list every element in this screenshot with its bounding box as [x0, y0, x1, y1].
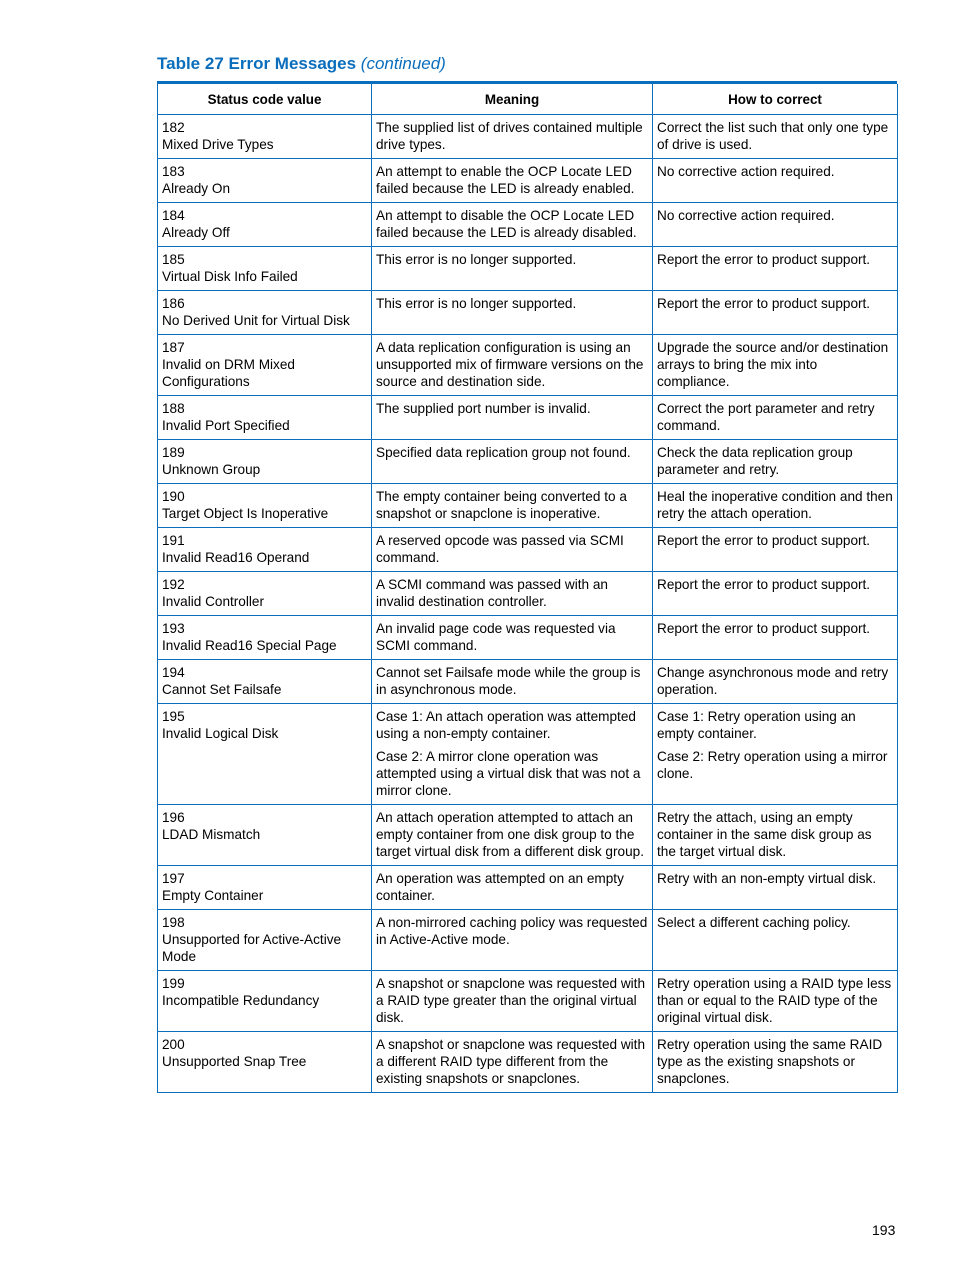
table-row	[158, 660, 898, 704]
status-code-name: No Derived Unit for Virtual Disk	[162, 313, 350, 328]
meaning-cell	[372, 805, 653, 866]
table-title: Table 27 Error Messages	[157, 54, 357, 73]
status-code-name: Already On	[162, 181, 231, 196]
status-code-cell	[158, 616, 372, 660]
meaning-text: An attempt to disable the OCP Locate LED failed because the LED is already disabled.	[376, 208, 637, 240]
table-row	[158, 247, 898, 291]
meaning-text: A reserved opcode was passed via SCMI command.	[376, 533, 624, 565]
how-to-correct-text: Upgrade the source and/or destination arrays to bring the mix into compliance.	[657, 340, 889, 389]
meaning-cell	[372, 528, 653, 572]
table-row	[158, 440, 898, 484]
status-code-cell	[158, 805, 372, 866]
status-code-name: Target Object Is Inoperative	[162, 506, 329, 521]
meaning-cell	[372, 910, 653, 971]
status-code-value: 192	[162, 577, 185, 592]
meaning-cell	[372, 335, 653, 396]
how-to-correct-cell	[653, 203, 898, 247]
how-to-correct-cell	[653, 484, 898, 528]
how-to-correct-text: Case 1: Retry operation using an empty container.	[657, 709, 856, 741]
meaning-cell	[372, 440, 653, 484]
status-code-name: Invalid Read16 Special Page	[162, 638, 337, 653]
how-to-correct-text: Retry operation using the same RAID type as the existing snapshots or snapclones.	[657, 1037, 883, 1086]
table-row	[158, 159, 898, 203]
header-status-code: Status code value	[158, 84, 372, 115]
meaning-text: Case 1: An attach operation was attempted using a non-empty container.	[376, 709, 636, 741]
meaning-text: The supplied port number is invalid.	[376, 401, 591, 416]
status-code-cell	[158, 660, 372, 704]
how-to-correct-cell	[653, 396, 898, 440]
table-header-row	[158, 84, 898, 115]
status-code-value: 184	[162, 208, 185, 223]
how-to-correct-cell	[653, 616, 898, 660]
how-to-correct-cell	[653, 1032, 898, 1093]
meaning-text: A snapshot or snapclone was requested with a different RAID type different from the existing snapshots or snapclones.	[376, 1037, 646, 1086]
table-caption	[157, 54, 446, 74]
how-to-correct-text: Retry with an non-empty virtual disk.	[657, 871, 877, 886]
how-to-correct-cell	[653, 159, 898, 203]
status-code-value: 199	[162, 976, 185, 991]
table-row	[158, 484, 898, 528]
status-code-name: Invalid Read16 Operand	[162, 550, 310, 565]
how-to-correct-text: No corrective action required.	[657, 208, 835, 223]
status-code-cell	[158, 115, 372, 159]
status-code-value: 185	[162, 252, 185, 267]
how-to-correct-cell	[653, 866, 898, 910]
status-code-cell	[158, 572, 372, 616]
meaning-text: Case 2: A mirror clone operation was attempted using a virtual disk that was not a mirror clone.	[376, 749, 641, 798]
header-meaning: Meaning	[372, 84, 653, 115]
status-code-value: 197	[162, 871, 185, 886]
status-code-name: Invalid Port Specified	[162, 418, 290, 433]
status-code-value: 183	[162, 164, 185, 179]
how-to-correct-text: Check the data replication group parameter and retry.	[657, 445, 853, 477]
status-code-cell	[158, 704, 372, 805]
page-number: 193	[872, 1222, 896, 1238]
status-code-value: 196	[162, 810, 185, 825]
how-to-correct-cell	[653, 247, 898, 291]
table-row	[158, 203, 898, 247]
status-code-cell	[158, 910, 372, 971]
how-to-correct-cell	[653, 115, 898, 159]
how-to-correct-text: Select a different caching policy.	[657, 915, 851, 930]
status-code-name: Invalid Logical Disk	[162, 726, 279, 741]
how-to-correct-text: Report the error to product support.	[657, 252, 871, 267]
meaning-cell	[372, 616, 653, 660]
how-to-correct-cell	[653, 291, 898, 335]
meaning-text: A SCMI command was passed with an invalid destination controller.	[376, 577, 608, 609]
table-row	[158, 805, 898, 866]
meaning-cell	[372, 484, 653, 528]
how-to-correct-cell	[653, 335, 898, 396]
status-code-cell	[158, 396, 372, 440]
table-row	[158, 396, 898, 440]
how-to-correct-cell	[653, 805, 898, 866]
meaning-cell	[372, 291, 653, 335]
status-code-value: 188	[162, 401, 185, 416]
status-code-cell	[158, 159, 372, 203]
meaning-text: This error is no longer supported.	[376, 296, 577, 311]
status-code-cell	[158, 247, 372, 291]
how-to-correct-text: Correct the port parameter and retry command.	[657, 401, 875, 433]
table-row	[158, 528, 898, 572]
how-to-correct-cell	[653, 660, 898, 704]
meaning-cell	[372, 396, 653, 440]
status-code-name: Already Off	[162, 225, 230, 240]
how-to-correct-text: Case 2: Retry operation using a mirror clone.	[657, 749, 888, 781]
how-to-correct-text: Heal the inoperative condition and then retry the attach operation.	[657, 489, 893, 521]
meaning-text: Specified data replication group not found.	[376, 445, 631, 460]
error-messages-table	[157, 84, 898, 1093]
status-code-name: Mixed Drive Types	[162, 137, 274, 152]
how-to-correct-text: Retry operation using a RAID type less than or equal to the RAID type of the original virtual disk.	[657, 976, 892, 1025]
how-to-correct-cell	[653, 572, 898, 616]
meaning-text: An attempt to enable the OCP Locate LED failed because the LED is already enabled.	[376, 164, 635, 196]
status-code-cell	[158, 866, 372, 910]
how-to-correct-text: Correct the list such that only one type of drive is used.	[657, 120, 889, 152]
table-row	[158, 616, 898, 660]
how-to-correct-cell	[653, 704, 898, 805]
status-code-cell	[158, 440, 372, 484]
how-to-correct-text: No corrective action required.	[657, 164, 835, 179]
meaning-cell	[372, 572, 653, 616]
status-code-name: Unsupported Snap Tree	[162, 1054, 307, 1069]
meaning-cell	[372, 115, 653, 159]
status-code-name: Invalid Controller	[162, 594, 264, 609]
status-code-name: LDAD Mismatch	[162, 827, 261, 842]
status-code-value: 198	[162, 915, 185, 930]
meaning-text: The empty container being converted to a snapshot or snapclone is inoperative.	[376, 489, 627, 521]
meaning-cell	[372, 1032, 653, 1093]
meaning-text: A snapshot or snapclone was requested with a RAID type greater than the original virtual disk.	[376, 976, 646, 1025]
status-code-cell	[158, 291, 372, 335]
status-code-name: Cannot Set Failsafe	[162, 682, 282, 697]
status-code-value: 200	[162, 1037, 185, 1052]
meaning-cell	[372, 247, 653, 291]
table-row	[158, 335, 898, 396]
status-code-value: 195	[162, 709, 185, 724]
status-code-cell	[158, 528, 372, 572]
meaning-text: An attach operation attempted to attach an empty container from one disk group to the target virtual disk from a different disk group.	[376, 810, 644, 859]
table-body	[158, 115, 898, 1093]
table-row	[158, 572, 898, 616]
status-code-name: Incompatible Redundancy	[162, 993, 320, 1008]
how-to-correct-cell	[653, 440, 898, 484]
how-to-correct-text: Retry the attach, using an empty container in the same disk group as the target virtual disk.	[657, 810, 872, 859]
meaning-cell	[372, 159, 653, 203]
status-code-value: 191	[162, 533, 185, 548]
header-how-to-correct: How to correct	[653, 84, 898, 115]
status-code-name: Invalid on DRM Mixed Configurations	[162, 357, 295, 389]
table-continued-label: (continued)	[360, 54, 446, 73]
table-row	[158, 1032, 898, 1093]
meaning-text: An invalid page code was requested via SCMI command.	[376, 621, 616, 653]
how-to-correct-cell	[653, 971, 898, 1032]
status-code-value: 182	[162, 120, 185, 135]
table-row	[158, 115, 898, 159]
meaning-text: An operation was attempted on an empty container.	[376, 871, 624, 903]
meaning-text: The supplied list of drives contained multiple drive types.	[376, 120, 643, 152]
table-row	[158, 866, 898, 910]
table-row	[158, 291, 898, 335]
how-to-correct-text: Change asynchronous mode and retry operation.	[657, 665, 889, 697]
status-code-value: 190	[162, 489, 185, 504]
how-to-correct-cell	[653, 910, 898, 971]
how-to-correct-text: Report the error to product support.	[657, 533, 871, 548]
status-code-name: Unsupported for Active-Active Mode	[162, 932, 342, 964]
status-code-cell	[158, 971, 372, 1032]
meaning-text: A non-mirrored caching policy was requested in Active-Active mode.	[376, 915, 648, 947]
status-code-name: Virtual Disk Info Failed	[162, 269, 298, 284]
status-code-value: 186	[162, 296, 185, 311]
how-to-correct-text: Report the error to product support.	[657, 577, 871, 592]
status-code-cell	[158, 484, 372, 528]
meaning-text: This error is no longer supported.	[376, 252, 577, 267]
status-code-value: 193	[162, 621, 185, 636]
meaning-text: Cannot set Failsafe mode while the group is in asynchronous mode.	[376, 665, 641, 697]
status-code-value: 187	[162, 340, 185, 355]
meaning-text: A data replication configuration is using an unsupported mix of firmware versions on the source and destination side.	[376, 340, 644, 389]
status-code-cell	[158, 335, 372, 396]
meaning-cell	[372, 660, 653, 704]
status-code-name: Empty Container	[162, 888, 264, 903]
meaning-cell	[372, 203, 653, 247]
table-row	[158, 910, 898, 971]
meaning-cell	[372, 971, 653, 1032]
status-code-value: 194	[162, 665, 185, 680]
how-to-correct-text: Report the error to product support.	[657, 296, 871, 311]
how-to-correct-text: Report the error to product support.	[657, 621, 871, 636]
how-to-correct-cell	[653, 528, 898, 572]
status-code-value: 189	[162, 445, 185, 460]
meaning-cell	[372, 704, 653, 805]
table-row	[158, 971, 898, 1032]
status-code-cell	[158, 1032, 372, 1093]
meaning-cell	[372, 866, 653, 910]
status-code-name: Unknown Group	[162, 462, 261, 477]
status-code-cell	[158, 203, 372, 247]
table-row	[158, 704, 898, 805]
